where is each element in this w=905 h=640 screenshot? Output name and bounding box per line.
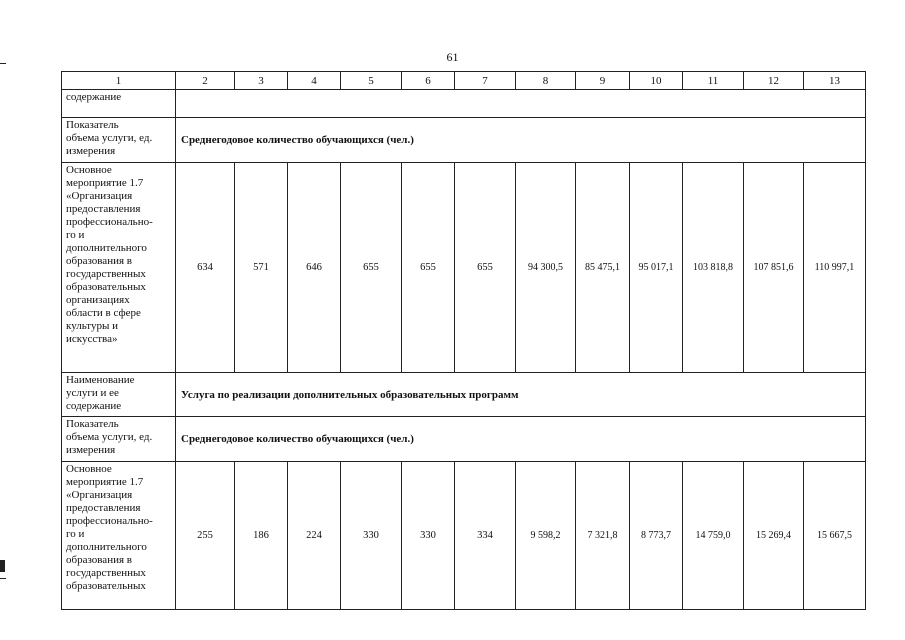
value-cell: 571 <box>235 163 288 373</box>
indicator-name-cell: Среднегодовое количество обучающихся (чел.) <box>176 118 866 163</box>
column-number: 12 <box>744 72 804 90</box>
value-cell: 110 997,1 <box>804 163 866 373</box>
value-cell: 646 <box>288 163 341 373</box>
row-label-line: государственных <box>66 268 146 280</box>
value-cell: 8 773,7 <box>630 462 683 610</box>
row-label-line: предоставления <box>66 502 141 514</box>
page-number: 61 <box>446 50 459 64</box>
value-cell: 655 <box>402 163 455 373</box>
row-label-line: объема услуги, ед. <box>66 132 153 144</box>
value-cell: 107 851,6 <box>744 163 804 373</box>
row-label-line: Основное <box>66 463 112 475</box>
row-label-line: «Организация <box>66 489 133 501</box>
value-cell: 95 017,1 <box>630 163 683 373</box>
value-cell: 634 <box>176 163 235 373</box>
service-name-cell <box>176 90 866 118</box>
scan-margin-mark <box>0 560 5 572</box>
value-cell: 655 <box>341 163 402 373</box>
row-label <box>62 163 176 373</box>
row-label-line: мероприятие 1.7 <box>66 177 144 189</box>
value-cell: 15 667,5 <box>804 462 866 610</box>
row-label-line: образования в <box>66 255 132 267</box>
row-label-line: содержание <box>66 91 122 103</box>
row-label <box>62 90 176 118</box>
row-label-line: объема услуги, ед. <box>66 431 153 443</box>
column-number: 1 <box>62 72 176 90</box>
row-label-line: области в сфере <box>66 307 141 319</box>
column-number: 6 <box>402 72 455 90</box>
budget-table-wrapper <box>61 71 866 610</box>
value-cell: 330 <box>402 462 455 610</box>
row-label-line: Показатель <box>66 119 119 131</box>
column-number: 4 <box>288 72 341 90</box>
row-label-line: профессионально- <box>66 515 153 527</box>
row-label <box>62 417 176 462</box>
table-row <box>62 417 866 462</box>
table-row <box>62 163 866 373</box>
table-row <box>62 462 866 610</box>
value-cell: 103 818,8 <box>683 163 744 373</box>
row-label-line: образования в <box>66 554 132 566</box>
value-cell: 9 598,2 <box>516 462 576 610</box>
table-row <box>62 118 866 163</box>
row-label-line: культуры и <box>66 320 118 332</box>
row-label-line: мероприятие 1.7 <box>66 476 144 488</box>
value-cell: 94 300,5 <box>516 163 576 373</box>
row-label-line: «Организация <box>66 190 133 202</box>
row-label-line: Наименование <box>66 374 135 386</box>
indicator-name-cell: Среднегодовое количество обучающихся (чел.) <box>176 417 866 462</box>
service-name-cell: Услуга по реализации дополнительных образовательных программ <box>176 373 866 417</box>
row-label-line: го и <box>66 229 85 241</box>
row-label-line: услуги и ее <box>66 387 119 399</box>
column-number: 5 <box>341 72 402 90</box>
row-label <box>62 118 176 163</box>
column-number-row <box>62 72 866 90</box>
column-number: 10 <box>630 72 683 90</box>
row-label-line: го и <box>66 528 85 540</box>
column-number: 13 <box>804 72 866 90</box>
row-label-line: Основное <box>66 164 112 176</box>
value-cell: 7 321,8 <box>576 462 630 610</box>
value-cell: 255 <box>176 462 235 610</box>
row-label-line: дополнительного <box>66 541 147 553</box>
row-label-line: образовательных <box>66 281 146 293</box>
row-label-line: государственных <box>66 567 146 579</box>
table-row <box>62 373 866 417</box>
row-label-line: дополнительного <box>66 242 147 254</box>
column-number: 3 <box>235 72 288 90</box>
column-number: 11 <box>683 72 744 90</box>
row-label <box>62 462 176 610</box>
scan-margin-mark <box>0 578 6 579</box>
value-cell: 186 <box>235 462 288 610</box>
row-label-line: организациях <box>66 294 130 306</box>
row-label-line: искусства» <box>66 333 118 345</box>
row-label-line: содержание <box>66 400 122 412</box>
row-label-line: измерения <box>66 444 116 456</box>
column-number: 7 <box>455 72 516 90</box>
table-row <box>62 90 866 118</box>
budget-table <box>61 71 866 610</box>
value-cell: 334 <box>455 462 516 610</box>
value-cell: 330 <box>341 462 402 610</box>
row-label-line: образовательных <box>66 580 146 592</box>
value-cell: 224 <box>288 462 341 610</box>
value-cell: 85 475,1 <box>576 163 630 373</box>
row-label-line: профессионально- <box>66 216 153 228</box>
column-number: 8 <box>516 72 576 90</box>
column-number: 2 <box>176 72 235 90</box>
value-cell: 15 269,4 <box>744 462 804 610</box>
value-cell: 14 759,0 <box>683 462 744 610</box>
row-label <box>62 373 176 417</box>
column-number: 9 <box>576 72 630 90</box>
scan-margin-mark <box>0 63 6 64</box>
row-label-line: измерения <box>66 145 116 157</box>
row-label-line: Показатель <box>66 418 119 430</box>
row-label-line: предоставления <box>66 203 141 215</box>
value-cell: 655 <box>455 163 516 373</box>
